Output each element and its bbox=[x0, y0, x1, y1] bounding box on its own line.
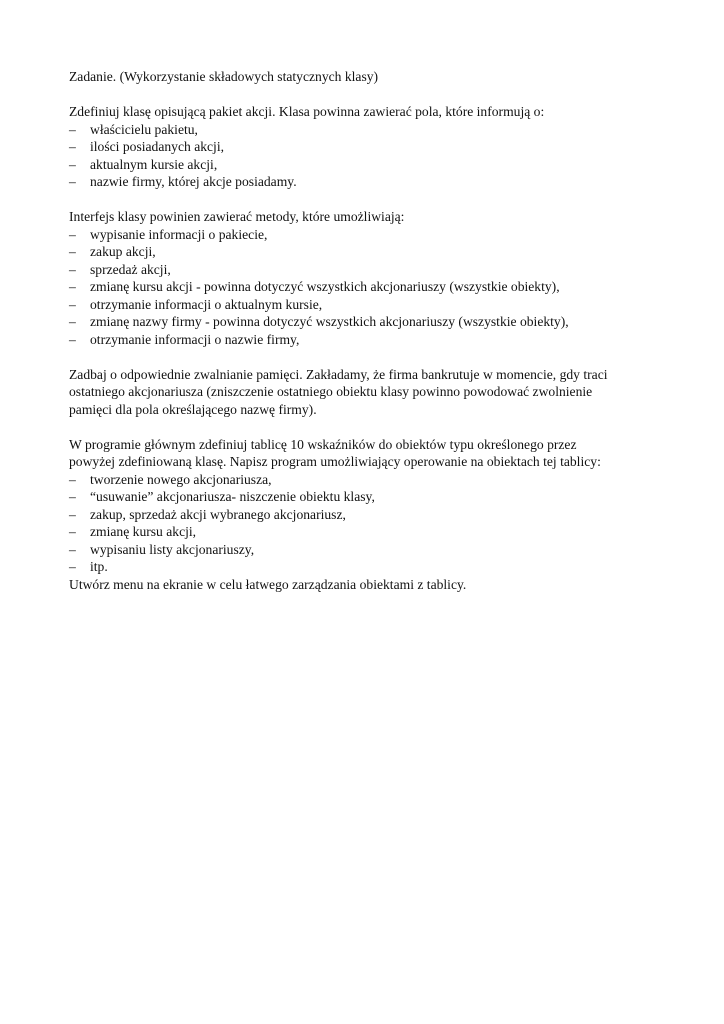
list-item bbox=[69, 488, 669, 506]
list-item bbox=[69, 558, 669, 576]
list-item-text: zakup akcji, bbox=[90, 244, 156, 259]
dash-bullet: – bbox=[69, 331, 76, 347]
list-item bbox=[69, 226, 669, 244]
list-item bbox=[69, 313, 669, 331]
list-item bbox=[69, 138, 669, 156]
memory-paragraph bbox=[69, 366, 669, 419]
dash-bullet: – bbox=[69, 489, 76, 504]
list-item bbox=[69, 278, 669, 296]
list-item-text: właścicielu pakietu, bbox=[90, 121, 198, 137]
list-item bbox=[69, 471, 669, 489]
list-item-text: wypisaniu listy akcjonariuszy, bbox=[90, 541, 255, 557]
spacer bbox=[69, 348, 669, 366]
paragraph-line: powyżej zdefiniowaną klasę. Napisz program umożliwiający operowanie na obiektach tej tablicy: bbox=[69, 454, 601, 469]
section1-intro: Zdefiniuj klasę opisującą pakiet akcji. Klasa powinna zawierać pola, które informują o: bbox=[69, 104, 545, 119]
dash-bullet: – bbox=[69, 121, 76, 137]
dash-bullet: – bbox=[69, 541, 76, 557]
list-item-text: zakup, sprzedaż akcji wybranego akcjonariusz, bbox=[90, 506, 346, 522]
dash-bullet: – bbox=[69, 139, 76, 154]
list-item-text: tworzenie nowego akcjonariusza, bbox=[90, 471, 272, 487]
dash-bullet: – bbox=[69, 524, 76, 539]
list-item bbox=[69, 156, 669, 174]
dash-bullet: – bbox=[69, 471, 76, 487]
spacer bbox=[69, 418, 669, 436]
dash-bullet: – bbox=[69, 559, 76, 574]
dash-bullet: – bbox=[69, 226, 76, 242]
methods-list bbox=[69, 226, 669, 349]
list-item-text: aktualnym kursie akcji, bbox=[90, 156, 218, 172]
dash-bullet: – bbox=[69, 244, 76, 259]
dash-bullet: – bbox=[69, 279, 76, 294]
section2-intro: Interfejs klasy powinien zawierać metody, które umożliwiają: bbox=[69, 209, 405, 224]
dash-bullet: – bbox=[69, 506, 76, 522]
list-item bbox=[69, 173, 669, 191]
list-item-text: “usuwanie” akcjonariusza- niszczenie obiektu klasy, bbox=[90, 489, 375, 504]
document-body bbox=[69, 68, 669, 593]
list-item-text: ilości posiadanych akcji, bbox=[90, 139, 225, 154]
fields-list bbox=[69, 121, 669, 191]
list-item-text: otrzymanie informacji o aktualnym kursie, bbox=[90, 296, 323, 312]
operations-list bbox=[69, 471, 669, 576]
dash-bullet: – bbox=[69, 296, 76, 312]
dash-bullet: – bbox=[69, 156, 76, 172]
list-item-text: wypisanie informacji o pakiecie, bbox=[90, 226, 268, 242]
list-item bbox=[69, 523, 669, 541]
list-item bbox=[69, 331, 669, 349]
list-item bbox=[69, 506, 669, 524]
closing-sentence: Utwórz menu na ekranie w celu łatwego zarządzania obiektami z tablicy. bbox=[69, 576, 467, 592]
list-item bbox=[69, 261, 669, 279]
list-item-text: zmianę kursu akcji - powinna dotyczyć wszystkich akcjonariuszy (wszystkie obiekty), bbox=[90, 279, 560, 294]
dash-bullet: – bbox=[69, 261, 76, 277]
paragraph-line: W programie głównym zdefiniuj tablicę 10 wskaźników do obiektów typu określonego przez bbox=[69, 436, 577, 452]
dash-bullet: – bbox=[69, 174, 76, 189]
task-title: Zadanie. (Wykorzystanie składowych statycznych klasy) bbox=[69, 69, 379, 84]
spacer bbox=[69, 191, 669, 209]
list-item-text: otrzymanie informacji o nazwie firmy, bbox=[90, 331, 300, 347]
list-item bbox=[69, 243, 669, 261]
list-item-text: nazwie firmy, której akcje posiadamy. bbox=[90, 174, 297, 189]
list-item bbox=[69, 121, 669, 139]
paragraph-line: ostatniego akcjonariusza (zniszczenie ostatniego obiektu klasy powinno powodować zwolnienie bbox=[69, 384, 593, 399]
list-item bbox=[69, 296, 669, 314]
paragraph-line: pamięci dla pola określającego nazwę firmy). bbox=[69, 401, 317, 417]
dash-bullet: – bbox=[69, 314, 76, 329]
list-item-text: zmianę nazwy firmy - powinna dotyczyć wszystkich akcjonariuszy (wszystkie obiekty), bbox=[90, 314, 569, 329]
program-paragraph bbox=[69, 436, 669, 471]
paragraph-line: Zadbaj o odpowiednie zwalnianie pamięci. Zakładamy, że firma bankrutuje w momencie, gdy traci bbox=[69, 366, 608, 382]
list-item-text: zmianę kursu akcji, bbox=[90, 524, 197, 539]
list-item bbox=[69, 541, 669, 559]
spacer bbox=[69, 86, 669, 104]
list-item-text: itp. bbox=[90, 559, 108, 574]
list-item-text: sprzedaż akcji, bbox=[90, 261, 171, 277]
